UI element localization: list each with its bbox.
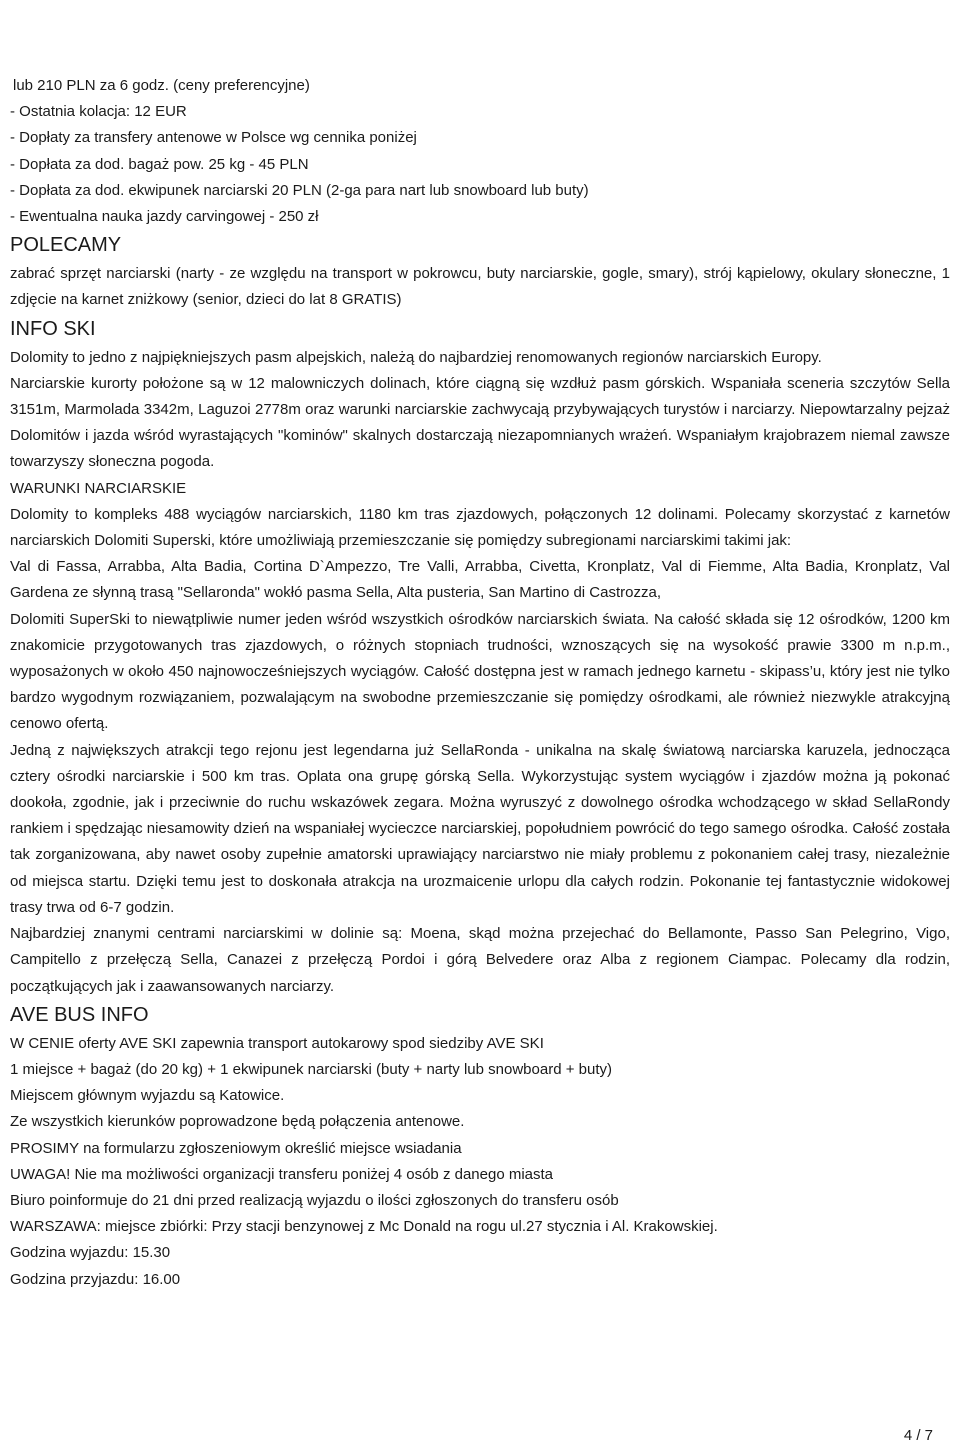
section-heading-info-ski: INFO SKI (10, 317, 96, 340)
section-heading-polecamy: POLECAMY (10, 234, 122, 257)
price-line: - Ostatnia kolacja: 12 EUR (10, 103, 187, 121)
price-line: - Ewentualna nauka jazdy carvingowej - 250 zł (10, 208, 319, 226)
bus-info-line: Godzina wyjazdu: 15.30 (10, 1244, 171, 1262)
prices-section (10, 73, 950, 230)
section-heading-ave-bus: AVE BUS INFO (10, 1003, 149, 1026)
price-line: - Dopłaty za transfery antenowe w Polsce wg cennika poniżej (10, 129, 417, 147)
polecamy-section (10, 232, 950, 313)
price-line: - Dopłata za dod. ekwipunek narciarski 20 PLN (2-ga para nart lub snowboard lub buty) (10, 181, 589, 199)
paragraph: Dolomity to kompleks 488 wyciągów narciarskich, 1180 km tras zjazdowych, połączonych 12 dolinami. Polecamy skorzystać z karnetów narciarskich Dolomiti Superski, które umożliwiają przemieszczanie się pomiędzy subregionami narciarskimi takimi jak: (10, 505, 950, 550)
paragraph: Dolomiti SuperSki to niewątpliwie numer jeden wśród wszystkich ośrodków narciarskich świata. Na całość składa się 12 ośrodków, 1200 km znakomicie przygotowanych tras zjazdowych, o różnych stopniach trudności, wznoszących się na wysokość prawie 3300 m n.p.m., wyposażonych w około 450 najnowocześniejszych wyciągów. Całość dostępna jest w ramach jednego karnetu - skipass’u, który jest nie tylko bardzo wygodnym rozwiązaniem, pozwalającym na swobodne przemieszczanie się pomiędzy ośrodkami, ale również niezwykle atrakcyjną cenowo ofertą. (10, 610, 950, 733)
bus-info-line: W CENIE oferty AVE SKI zapewnia transport autokarowy spod siedziby AVE SKI (10, 1034, 544, 1052)
bus-info-line: UWAGA! Nie ma możliwości organizacji transferu poniżej 4 osób z danego miasta (10, 1165, 554, 1183)
ave-bus-section (10, 1002, 950, 1293)
paragraph: Dolomity to jedno z najpiękniejszych pasm alpejskich, należą do najbardziej renomowanych regionów narciarskich Europy. (10, 348, 822, 366)
document-page (10, 73, 950, 1293)
bus-info-line: Miejscem głównym wyjazdu są Katowice. (10, 1087, 285, 1105)
bus-info-line: Ze wszystkich kierunków poprowadzone będą połączenia antenowe. (10, 1113, 465, 1131)
bus-info-line: Biuro poinformuje do 21 dni przed realizacją wyjazdu o ilości zgłoszonych do transferu osób (10, 1191, 619, 1209)
price-line: - Dopłata za dod. bagaż pow. 25 kg - 45 PLN (10, 155, 309, 173)
bus-info-line: Godzina przyjazdu: 16.00 (10, 1270, 181, 1288)
bus-info-line: WARSZAWA: miejsce zbiórki: Przy stacji benzynowej z Mc Donald na rogu ul.27 stycznia i Al. Krakowskiej. (10, 1218, 718, 1236)
polecamy-text: zabrać sprzęt narciarski (narty - ze względu na transport w pokrowcu, buty narciarskie, gogle, smary), strój kąpielowy, okulary słoneczne, 1 zdjęcie na karnet zniżkowy (senior, dzieci do lat 8 GRATIS) (10, 265, 950, 309)
section-heading-warunki: WARUNKI NARCIARSKIE (10, 479, 187, 497)
page-number: 4 / 7 (903, 1427, 933, 1444)
warunki-section (10, 476, 950, 1000)
info-ski-section (10, 316, 950, 476)
paragraph: Val di Fassa, Arrabba, Alta Badia, Cortina D`Ampezzo, Tre Valli, Arrabba, Civetta, Kronplatz, Val di Fiemme, Alta Badia, Kronplatz, Val Gardena ze słynną trasą "Sellaronda" wokłó pasma Sella, Alta pusteria, San Martino di Castrozza, (10, 558, 950, 602)
paragraph: Narciarskie kurorty położone są w 12 malowniczych dolinach, które ciągną się wzdłuż pasm górskich. Wspaniała sceneria szczytów Sella 3151m, Marmolada 3342m, Laguzoi 2778m oraz warunki narciarskie zachwycają przybywających turystów i narciarzy. Niepowtarzalny pejzaż Dolomitów i jazda wśród wyrastających "kominów" skalnych dostarczają niezapomnianych wrażeń. Wspaniałym krajobrazem niemal zawsze towarzyszy słoneczna pogoda. (10, 374, 950, 471)
bus-info-line: PROSIMY na formularzu zgłoszeniowym określić miejsce wsiadania (10, 1139, 462, 1157)
paragraph: Najbardziej znanymi centrami narciarskimi w dolinie są: Moena, skąd można przejechać do Bellamonte, Passo San Pelegrino, Vigo, Campitello z przełęczą Sella, Canazei z przełęczą Pordoi i górą Belvedere oraz Alba z regionem Ciampac. Polecamy dla rodzin, początkujących jak i zaawansowanych narciarzy. (10, 925, 950, 995)
bus-info-line: 1 miejsce + bagaż (do 20 kg) + 1 ekwipunek narciarski (buty + narty lub snowboard + buty) (10, 1060, 612, 1078)
price-line: lub 210 PLN za 6 godz. (ceny preferencyjne) (13, 77, 310, 94)
paragraph: Jedną z największych atrakcji tego rejonu jest legendarna już SellaRonda - unikalna na skalę światową narciarska karuzela, jednocząca cztery ośrodki narciarskie i 500 km tras. Oplata ona grupę górską Sella. Wykorzystując system wyciągów i zjazdów można ją pokonać dookoła, zgodnie, jak i przeciwnie do ruchu wskazówek zegara. Można wyruszyć z dowolnego ośrodka wchodzącego w skład SellaRondy rankiem i spędzając niesamowity dzień na wspaniałej wycieczce narciarskiej, popołudniem powrócić do tego samego ośrodka. Całość została tak zorganizowana, aby nawet osoby zupełnie amatorski uprawiający narciarstwo nie miały problemu z pokonaniem całej trasy, niezależnie od miejsca startu. Dzięki temu jest to doskonała atrakcja na urozmaicenie urlopu dla całych rodzin. Pokonanie tej fantastycznie widokowej trasy trwa od 6-7 godzin. (10, 741, 950, 916)
